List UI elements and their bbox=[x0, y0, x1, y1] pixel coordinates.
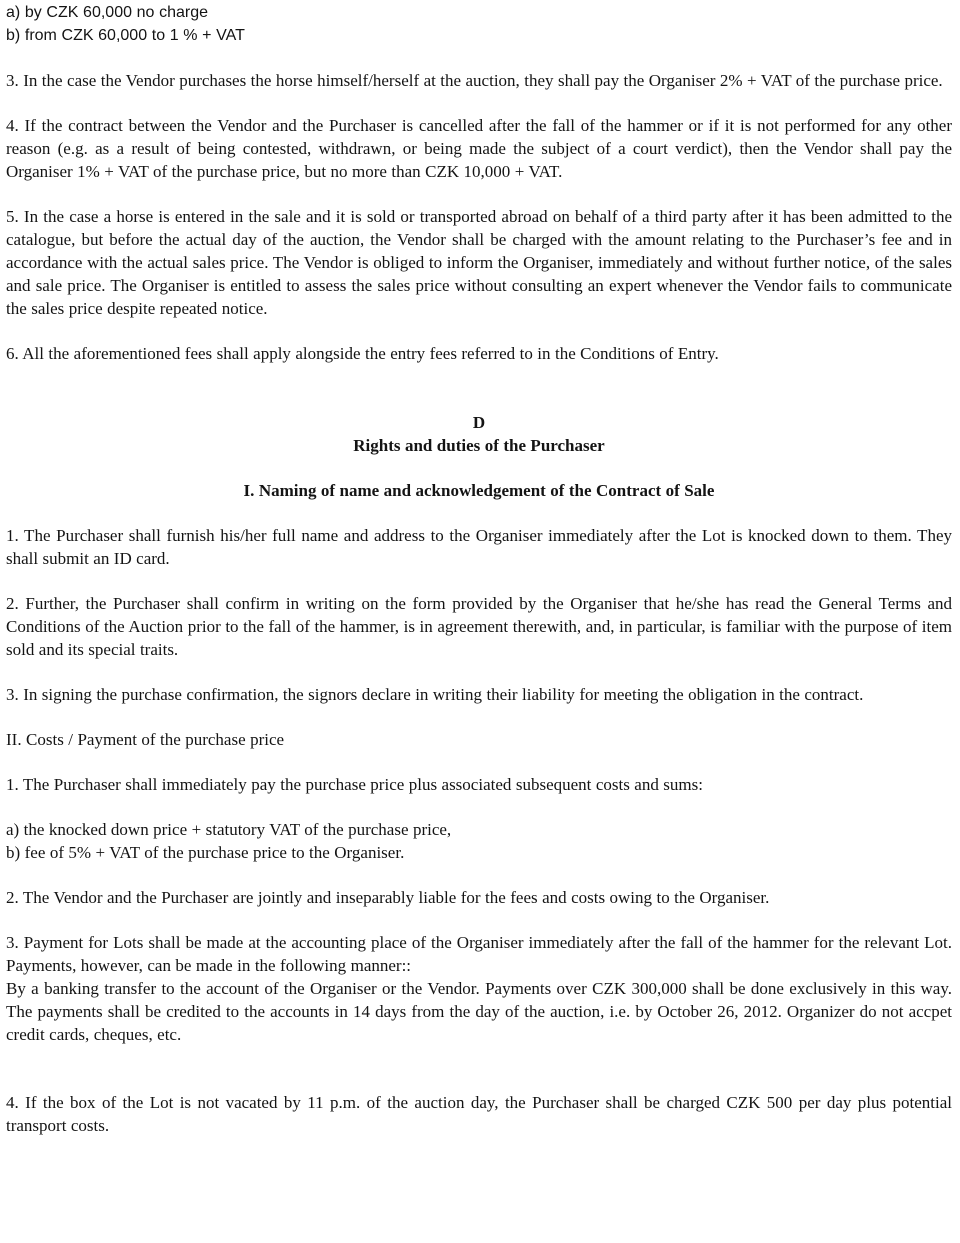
cost-paragraph-1: 1. The Purchaser shall immediately pay the purchase price plus associated subsequent costs and sums: bbox=[6, 775, 703, 794]
purchaser-paragraph-2: 2. Further, the Purchaser shall confirm in writing on the form provided by the Organiser that he/she has read the General Terms and Conditions of the Auction prior to the fall of the hammer, is in agreement therewith, and, in particular, is familiar with the purpose of item sold and its special traits. bbox=[6, 594, 952, 659]
cost-paragraph-3: 3. Payment for Lots shall be made at the accounting place of the Organiser immediately after the fall of the hammer for the relevant Lot. Payments, however, can be made in the following manner:: bbox=[6, 933, 952, 975]
section-letter: D bbox=[472, 413, 486, 432]
cost-paragraph-2: 2. The Vendor and the Purchaser are jointly and inseparably liable for the fees and costs owing to the Organiser. bbox=[6, 888, 770, 907]
vendor-paragraph-6: 6. All the aforementioned fees shall apply alongside the entry fees referred to in the Conditions of Entry. bbox=[6, 344, 719, 363]
vendor-paragraph-5: 5. In the case a horse is entered in the sale and it is sold or transported abroad on behalf of a third party after it has been admitted to the catalogue, but before the actual day of the auction, the Vendor shall be charged with the amount relating to the Purchaser’s fee and in accordance with the actual sales price. The Vendor is obliged to inform the Organiser, immediately and without further notice, of the sales and sale price. The Organiser is entitled to assess the sales price without consulting an expert whenever the Vendor fails to communicate the sales price despite repeated notice. bbox=[6, 207, 952, 318]
vendor-paragraph-3: 3. In the case the Vendor purchases the horse himself/herself at the auction, they shall pay the Organiser 2% + VAT of the purchase price. bbox=[6, 71, 943, 90]
section-title: Rights and duties of the Purchaser bbox=[353, 436, 605, 455]
cost-item-b: b) fee of 5% + VAT of the purchase price to the Organiser. bbox=[6, 843, 405, 862]
cost-paragraph-4: 4. If the box of the Lot is not vacated by 11 p.m. of the auction day, the Purchaser shall be charged CZK 500 per day plus potential transport costs. bbox=[6, 1093, 952, 1135]
cost-paragraph-3-transfer: By a banking transfer to the account of the Organiser or the Vendor. Payments over CZK 300,000 shall be done exclusively in this way. The payments shall be credited to the accounts in 14 days from the day of the auction, i.e. by October 26, 2012. Organizer do not accpet credit cards, cheques, etc. bbox=[6, 979, 952, 1044]
vendor-paragraph-4: 4. If the contract between the Vendor and the Purchaser is cancelled after the fall of the hammer or if it is not performed for any other reason (e.g. as a result of being contested, withdrawn, or being made the subject of a court verdict), then the Vendor shall pay the Organiser 1% + VAT of the purchase price, but no more than CZK 10,000 + VAT. bbox=[6, 116, 952, 181]
subsection-heading-2: II. Costs / Payment of the purchase price bbox=[6, 730, 285, 749]
cost-item-a: a) the knocked down price + statutory VAT of the purchase price, bbox=[6, 820, 452, 839]
fee-line-a: a) by CZK 60,000 no charge bbox=[6, 4, 209, 21]
purchaser-paragraph-1: 1. The Purchaser shall furnish his/her full name and address to the Organiser immediately after the Lot is knocked down to them. They shall submit an ID card. bbox=[6, 526, 952, 568]
purchaser-paragraph-3: 3. In signing the purchase confirmation, the signors declare in writing their liability for meeting the obligation in the contract. bbox=[6, 685, 864, 704]
fee-line-b: b) from CZK 60,000 to 1 % + VAT bbox=[6, 27, 245, 44]
subsection-heading-1: I. Naming of name and acknowledgement of the Contract of Sale bbox=[243, 481, 715, 500]
